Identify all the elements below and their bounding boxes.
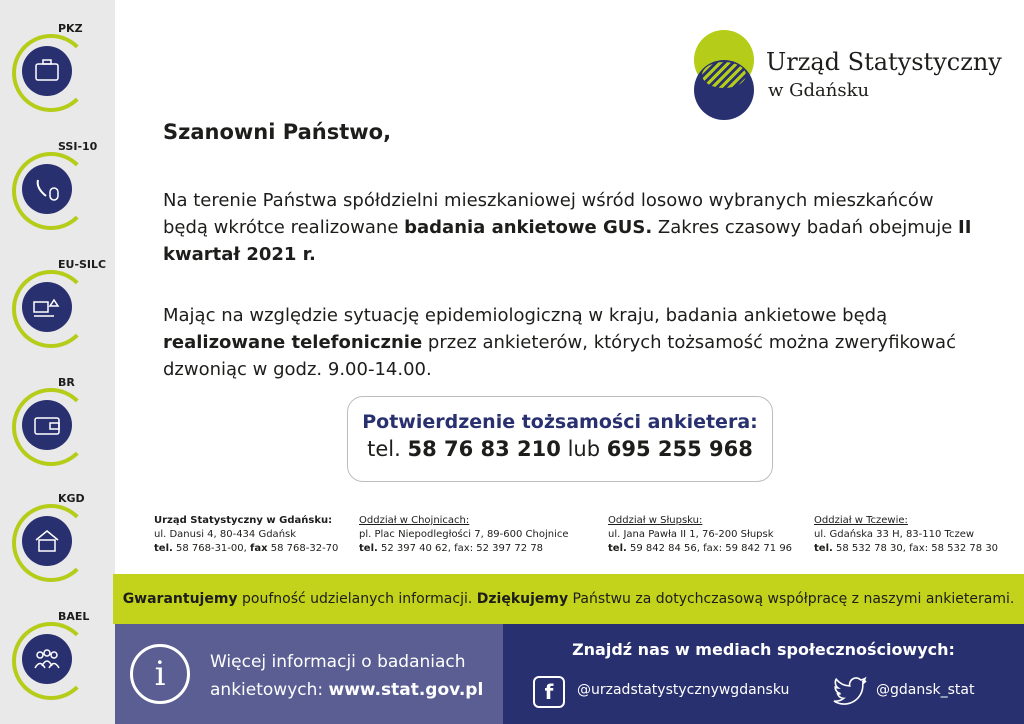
social-panel [503,624,1024,724]
phone-mouse-icon [22,164,72,214]
guarantee-banner: Gwarantujemy poufność udzielanych informacji. Dziękujemy Państwu za dotychczasową współpracę z naszymi ankieterami. [113,574,1024,624]
office-gdansk [154,514,394,556]
survey-label: BAEL [58,610,90,623]
phone-number-2[interactable]: 695 255 968 [606,437,753,461]
office-tczew [814,514,1024,556]
paragraph-1: Na terenie Państwa spółdzielni mieszkaniowej wśród losowo wybranych mieszkańców będą wkrótce realizowane badania ankietowe GUS. Zakres czasowy badań obejmuje II kwartał 2021 r. [163,190,972,265]
office-address: ul. Danusi 4, 80-434 Gdańsk [154,529,297,540]
confirmation-phones: tel. 58 76 83 210 lub 695 255 968 [367,437,753,461]
house-icon [22,516,72,566]
phone-number-1[interactable]: 58 76 83 210 [407,437,561,461]
office-name: Urząd Statystyczny w Gdańsku: [154,515,333,526]
gus-logo [694,30,1002,120]
logo-name: Urząd Statystyczny [766,48,1002,76]
logo-stripes [702,62,746,88]
logo-city: w Gdańsku [768,80,870,101]
survey-kgd [0,494,115,604]
paragraph-2: Mając na względzie sytuację epidemiologiczną w kraju, badania ankietowe będą realizowane telefonicznie przez ankieterów, których tożsamość można zweryfikować dzwoniąc w godz. 9.00-14.00. [163,305,956,380]
people-icon [22,634,72,684]
identity-confirmation-box [347,396,773,482]
office-name: Oddział w Tczewie: [814,515,908,526]
survey-ssi [0,142,115,252]
office-address: ul. Jana Pawła II 1, 76-200 Słupsk [608,529,774,540]
sidebar [0,0,115,724]
office-contact: tel. 52 397 40 62, fax: 52 397 72 78 [359,543,544,554]
wallet-icon [22,400,72,450]
info-icon: i [130,644,190,704]
office-name: Oddział w Chojnicach: [359,515,470,526]
facebook-icon[interactable]: f [533,676,565,708]
survey-eu-silc [0,260,115,370]
survey-label: BR [58,376,75,389]
more-info-text: Więcej informacji o badaniach ankietowych: www.stat.gov.pl [210,652,484,700]
survey-label: SSI-10 [58,140,98,153]
office-address: pl. Plac Niepodległości 7, 89-600 Chojnice [359,529,569,540]
greeting: Szanowni Państwo, [163,120,392,144]
office-contact: tel. 58 532 78 30, fax: 58 532 78 30 [814,543,999,554]
website-link[interactable]: www.stat.gov.pl [328,680,484,700]
office-contact: tel. 58 768-31-00, fax 58 768-32-70 [154,543,339,554]
survey-label: PKZ [58,22,83,35]
survey-pkz [0,24,115,134]
office-chojnice [359,514,599,556]
survey-label: EU-SILC [58,258,107,271]
office-address: ul. Gdańska 33 H, 83-110 Tczew [814,529,975,540]
confirmation-title: Potwierdzenie tożsamości ankietera: [362,411,758,433]
facebook-handle[interactable]: @urzadstatystycznywgdansku [577,682,790,698]
office-contact: tel. 59 842 84 56, fax: 59 842 71 96 [608,543,793,554]
survey-bael [0,612,115,722]
twitter-handle[interactable]: @gdansk_stat [876,682,975,698]
suitcase-icon [22,46,72,96]
office-slupsk [608,514,848,556]
desk-lamp-icon [22,282,72,332]
social-title: Znajdź nas w mediach społecznościowych: [572,640,955,659]
survey-br [0,378,115,488]
survey-label: KGD [58,492,85,505]
office-name: Oddział w Słupsku: [608,515,703,526]
twitter-icon[interactable] [832,676,868,708]
